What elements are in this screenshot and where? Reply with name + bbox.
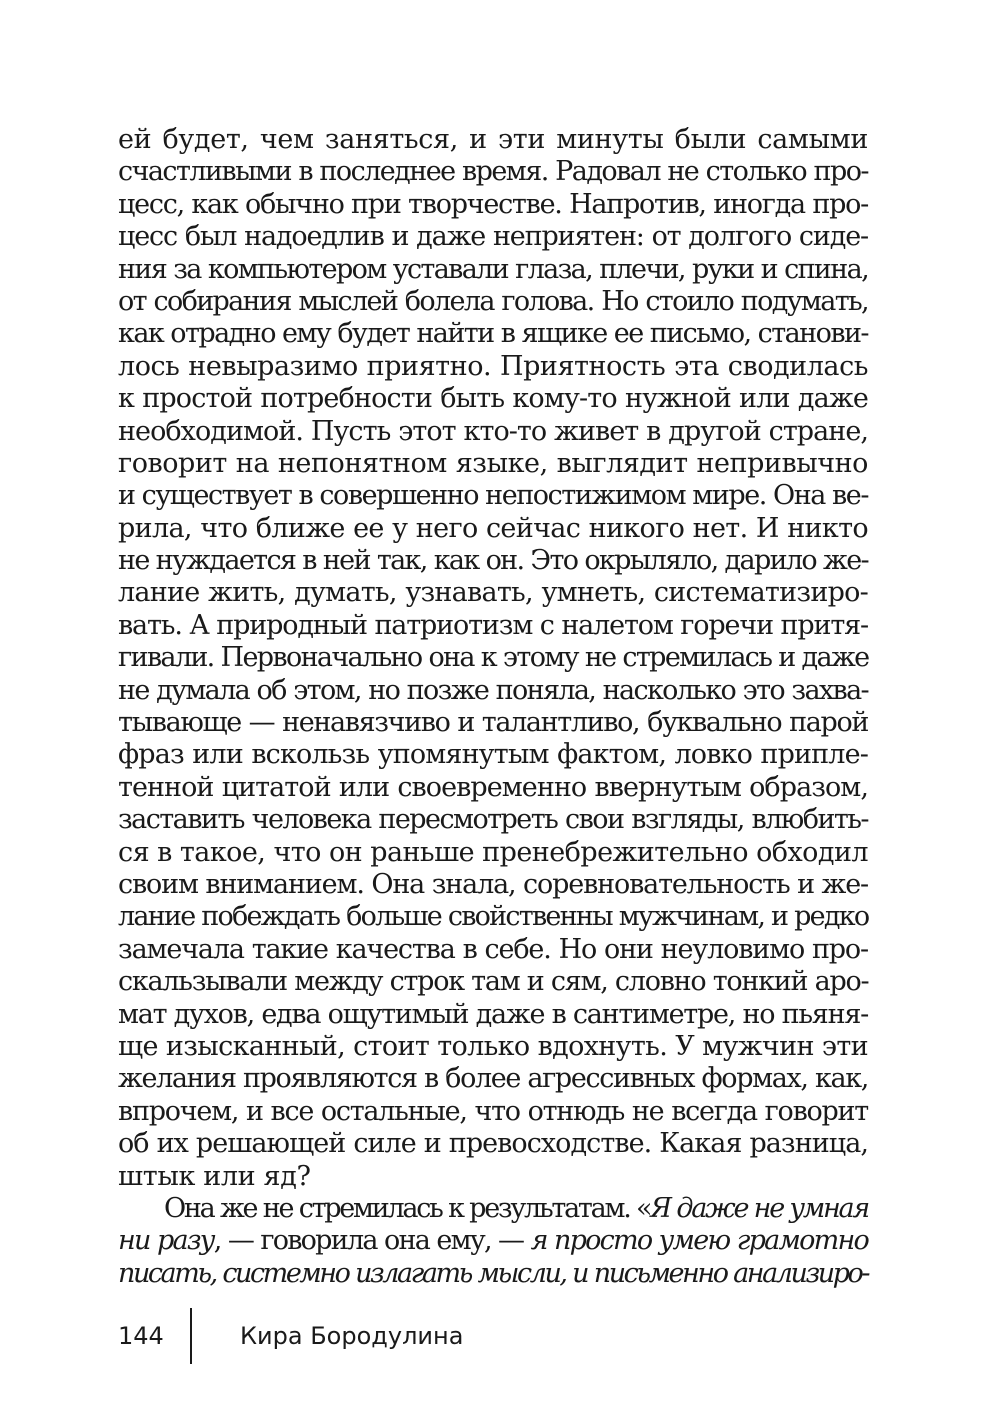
text-line: рила, что ближе ее у него сейчас никого нет. И никто: [118, 512, 868, 544]
text-line: не нуждается в ней так, как он. Это окрыляло, дарило же-: [118, 545, 868, 577]
text-line: тенной цитатой или своевременно ввернутым образом,: [118, 771, 868, 803]
text-line: счастливыми в последнее время. Радовал не столько про-: [118, 156, 868, 188]
text-line: желания проявляются в более агрессивных формах, как,: [118, 1063, 868, 1095]
text-line: замечала такие качества в себе. Но они неуловимо про-: [118, 933, 868, 965]
text-line: скальзывали между строк там и сям, словно тонкий аро-: [118, 966, 869, 998]
text-line: цесс был надоедлив и даже неприятен: от долгого сиде-: [118, 221, 868, 253]
text-line: лось невыразимо приятно. Приятность эта сводилась: [118, 350, 868, 382]
text-line: необходимой. Пусть этот кто-то живет в другой стране,: [118, 415, 868, 447]
text-line: ей будет, чем заняться, и эти минуты были самыми: [118, 124, 868, 155]
text-line: к простой потребности быть кому-то нужной или даже: [118, 383, 868, 415]
text-line: впрочем, и все остальные, что отнюдь не всегда говорит: [118, 1095, 868, 1127]
text-line: писать, системно излагать мысли, и письменно анализиро-: [118, 1257, 868, 1289]
text-line: как отрадно ему будет найти в ящике ее письмо, станови-: [118, 318, 868, 350]
footer-divider: [190, 1308, 192, 1364]
text-line: не думала об этом, но позже поняла, насколько это захва-: [118, 674, 868, 706]
text-line: об их решающей силе и превосходстве. Какая разница,: [118, 1128, 868, 1160]
page-number: 144: [118, 1322, 164, 1350]
text-line: Она же не стремилась к результатам. «Я даже не умная: [164, 1192, 868, 1224]
text-line: своим вниманием. Она знала, соревновательность и же-: [118, 868, 868, 900]
text-line: ни разу, — говорила она ему, — я просто умею грамотно: [118, 1225, 869, 1257]
text-line: лание побеждать больше свойственны мужчинам, и редко: [118, 901, 869, 933]
text-line: ся в такое, что он раньше пренебрежительно обходил: [118, 836, 868, 868]
text-line: и существует в совершенно непостижимом мире. Она ве-: [118, 480, 868, 512]
paragraph-2: [118, 1193, 868, 1290]
text-line: от собирания мыслей болела голова. Но стоило подумать,: [118, 285, 868, 317]
text-line: ще изысканный, стоит только вдохнуть. У мужчин эти: [118, 1030, 868, 1062]
text-line: лание жить, думать, узнавать, умнеть, систематизиро-: [118, 577, 868, 609]
author-name: Кира Бородулина: [240, 1322, 464, 1350]
text-line: фраз или вскользь упомянутым фактом, ловко приплe-: [118, 739, 868, 771]
text-line: штык или яд?: [118, 1160, 311, 1192]
text-line: ния за компьютером уставали глаза, плечи, руки и спина,: [118, 253, 868, 285]
text-line: вать. А природный патриотизм с налетом горечи притя-: [118, 609, 868, 641]
text-line: говорит на непонятном языке, выглядит непривычно: [118, 447, 868, 479]
text-line: тывающе — ненавязчиво и талантливо, буквально парой: [118, 707, 868, 739]
text-line: мат духов, едва ощутимый даже в сантиметре, но пьяня-: [118, 998, 868, 1030]
paragraph-1: [118, 124, 868, 1193]
text-line: гивали. Первоначально она к этому не стремилась и даже: [118, 642, 869, 674]
text-line: заставить человека пересмотреть свои взгляды, влюбить-: [118, 804, 868, 836]
text-line: цесс, как обычно при творчестве. Напротив, иногда про-: [118, 188, 868, 220]
body-text: [118, 124, 868, 1290]
